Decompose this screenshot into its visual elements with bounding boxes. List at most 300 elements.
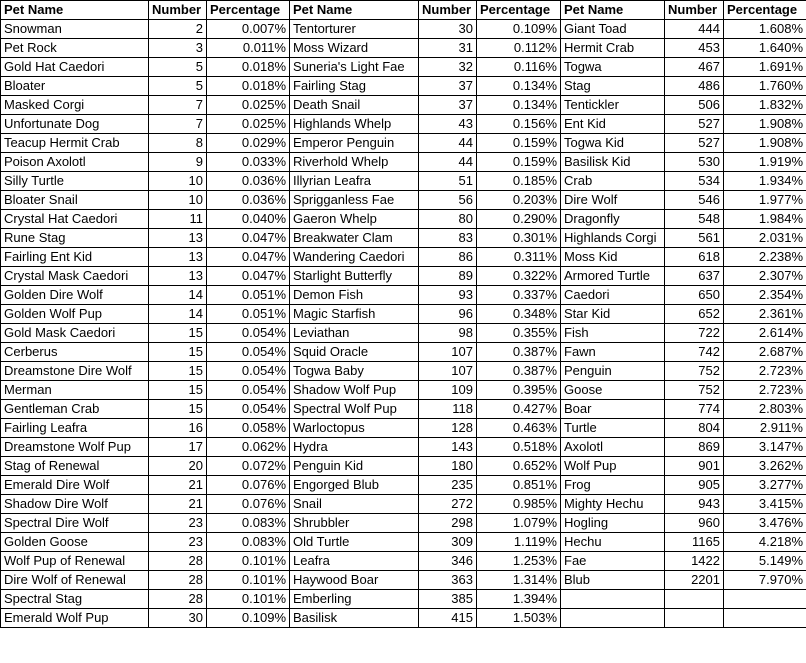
table-row (1, 286, 806, 305)
percentage-cell: 2.723% (724, 362, 806, 381)
percentage-cell: 0.337% (477, 286, 561, 305)
number-cell: 804 (665, 419, 724, 438)
pet-name-cell: Highlands Corgi (561, 229, 665, 248)
number-cell: 486 (665, 77, 724, 96)
percentage-cell: 0.101% (207, 571, 290, 590)
number-cell: 561 (665, 229, 724, 248)
number-cell: 960 (665, 514, 724, 533)
pet-name-cell: Tentorturer (290, 20, 419, 39)
percentage-cell: 0.851% (477, 476, 561, 495)
number-cell: 467 (665, 58, 724, 77)
number-cell: 235 (419, 476, 477, 495)
number-cell: 28 (149, 590, 207, 609)
percentage-cell: 0.463% (477, 419, 561, 438)
table-row (1, 210, 806, 229)
pet-name-cell: Starlight Butterfly (290, 267, 419, 286)
table-row (1, 457, 806, 476)
table-row (1, 267, 806, 286)
pet-name-cell: Dreamstone Dire Wolf (1, 362, 149, 381)
table-row (1, 305, 806, 324)
percentage-header-2: Percentage (477, 1, 561, 20)
table-body (1, 20, 806, 628)
table-row (1, 476, 806, 495)
pet-name-cell: Caedori (561, 286, 665, 305)
pet-name-cell: Hechu (561, 533, 665, 552)
percentage-cell: 0.072% (207, 457, 290, 476)
percentage-cell: 4.218% (724, 533, 806, 552)
number-cell: 43 (419, 115, 477, 134)
pet-name-cell: Emerald Dire Wolf (1, 476, 149, 495)
percentage-cell: 0.054% (207, 324, 290, 343)
pet-name-cell: Fairling Leafra (1, 419, 149, 438)
number-cell: 8 (149, 134, 207, 153)
table-row (1, 343, 806, 362)
pet-name-cell: Penguin (561, 362, 665, 381)
number-cell: 37 (419, 96, 477, 115)
number-cell: 5 (149, 77, 207, 96)
number-cell: 86 (419, 248, 477, 267)
percentage-cell: 1.608% (724, 20, 806, 39)
pet-name-cell: Bloater Snail (1, 191, 149, 210)
percentage-cell: 0.076% (207, 476, 290, 495)
percentage-cell: 0.062% (207, 438, 290, 457)
pet-name-cell: Cerberus (1, 343, 149, 362)
percentage-cell: 1.503% (477, 609, 561, 628)
number-cell: 742 (665, 343, 724, 362)
percentage-cell: 0.033% (207, 153, 290, 172)
number-cell: 93 (419, 286, 477, 305)
number-cell: 56 (419, 191, 477, 210)
pet-name-cell: Fairling Ent Kid (1, 248, 149, 267)
pet-name-cell: Stag (561, 77, 665, 96)
pet-name-cell: Stag of Renewal (1, 457, 149, 476)
number-header-1: Number (149, 1, 207, 20)
number-cell: 869 (665, 438, 724, 457)
pet-name-cell: Wolf Pup (561, 457, 665, 476)
pet-name-cell: Demon Fish (290, 286, 419, 305)
percentage-cell: 0.054% (207, 343, 290, 362)
number-cell: 28 (149, 552, 207, 571)
number-cell: 9 (149, 153, 207, 172)
table-row (1, 172, 806, 191)
percentage-cell: 1.691% (724, 58, 806, 77)
pet-name-cell: Hogling (561, 514, 665, 533)
pet-name-cell: Togwa Kid (561, 134, 665, 153)
percentage-cell: 2.911% (724, 419, 806, 438)
pet-name-cell: Togwa Baby (290, 362, 419, 381)
number-cell: 7 (149, 115, 207, 134)
pet-name-cell: Dragonfly (561, 210, 665, 229)
pet-name-cell: Penguin Kid (290, 457, 419, 476)
number-cell: 650 (665, 286, 724, 305)
pet-name-cell (561, 609, 665, 628)
number-cell: 548 (665, 210, 724, 229)
number-cell: 901 (665, 457, 724, 476)
percentage-cell: 0.076% (207, 495, 290, 514)
number-cell: 109 (419, 381, 477, 400)
table-row (1, 571, 806, 590)
number-cell: 363 (419, 571, 477, 590)
percentage-cell: 1.984% (724, 210, 806, 229)
table-row (1, 495, 806, 514)
number-cell: 143 (419, 438, 477, 457)
percentage-cell: 0.116% (477, 58, 561, 77)
pet-name-cell: Squid Oracle (290, 343, 419, 362)
pet-name-cell: Shrubbler (290, 514, 419, 533)
header-row (1, 1, 806, 20)
pet-name-cell: Fish (561, 324, 665, 343)
number-cell: 13 (149, 248, 207, 267)
percentage-cell: 0.054% (207, 362, 290, 381)
percentage-cell: 0.051% (207, 286, 290, 305)
percentage-cell: 1.119% (477, 533, 561, 552)
number-cell: 752 (665, 362, 724, 381)
percentage-cell: 0.101% (207, 590, 290, 609)
pet-name-cell: Fairling Stag (290, 77, 419, 96)
percentage-cell: 0.109% (477, 20, 561, 39)
table-row (1, 609, 806, 628)
pet-name-cell: Boar (561, 400, 665, 419)
number-cell: 3 (149, 39, 207, 58)
percentage-cell: 0.159% (477, 153, 561, 172)
percentage-cell: 3.476% (724, 514, 806, 533)
table-row (1, 552, 806, 571)
pet-name-cell: Shadow Wolf Pup (290, 381, 419, 400)
percentage-cell: 0.156% (477, 115, 561, 134)
number-cell (665, 609, 724, 628)
number-cell: 530 (665, 153, 724, 172)
pet-name-cell: Togwa (561, 58, 665, 77)
number-cell: 37 (419, 77, 477, 96)
percentage-cell: 1.079% (477, 514, 561, 533)
percentage-cell: 0.058% (207, 419, 290, 438)
number-cell: 128 (419, 419, 477, 438)
percentage-cell: 3.147% (724, 438, 806, 457)
percentage-cell: 0.054% (207, 400, 290, 419)
percentage-header-3: Percentage (724, 1, 806, 20)
number-cell: 10 (149, 172, 207, 191)
number-cell: 31 (419, 39, 477, 58)
number-cell: 107 (419, 362, 477, 381)
percentage-cell: 0.395% (477, 381, 561, 400)
pet-name-cell: Moss Kid (561, 248, 665, 267)
number-cell: 943 (665, 495, 724, 514)
pet-name-cell: Wolf Pup of Renewal (1, 552, 149, 571)
pet-name-cell: Ent Kid (561, 115, 665, 134)
number-cell: 32 (419, 58, 477, 77)
pet-name-cell: Crystal Hat Caedori (1, 210, 149, 229)
pet-name-cell: Dire Wolf of Renewal (1, 571, 149, 590)
pet-name-cell (561, 590, 665, 609)
percentage-cell: 0.322% (477, 267, 561, 286)
table-row (1, 362, 806, 381)
pet-name-cell: Blub (561, 571, 665, 590)
pet-name-cell: Shadow Dire Wolf (1, 495, 149, 514)
percentage-cell: 1.314% (477, 571, 561, 590)
percentage-cell: 0.203% (477, 191, 561, 210)
pet-name-cell: Highlands Whelp (290, 115, 419, 134)
number-cell: 15 (149, 343, 207, 362)
percentage-cell: 0.518% (477, 438, 561, 457)
number-cell: 96 (419, 305, 477, 324)
table-row (1, 419, 806, 438)
pet-name-cell: Leviathan (290, 324, 419, 343)
number-cell: 722 (665, 324, 724, 343)
percentage-cell: 0.290% (477, 210, 561, 229)
percentage-cell: 7.970% (724, 571, 806, 590)
number-cell: 618 (665, 248, 724, 267)
table-row (1, 96, 806, 115)
percentage-cell: 0.355% (477, 324, 561, 343)
table-row (1, 514, 806, 533)
pet-name-cell: Breakwater Clam (290, 229, 419, 248)
percentage-cell: 0.047% (207, 229, 290, 248)
table-row (1, 134, 806, 153)
percentage-cell: 0.025% (207, 96, 290, 115)
number-cell: 652 (665, 305, 724, 324)
percentage-cell: 0.036% (207, 172, 290, 191)
percentage-cell: 2.238% (724, 248, 806, 267)
number-cell: 17 (149, 438, 207, 457)
percentage-cell: 0.301% (477, 229, 561, 248)
pet-name-cell: Spectral Wolf Pup (290, 400, 419, 419)
percentage-cell: 0.011% (207, 39, 290, 58)
number-cell: 15 (149, 400, 207, 419)
table-row (1, 229, 806, 248)
number-cell: 453 (665, 39, 724, 58)
table-row (1, 191, 806, 210)
pet-name-cell: Haywood Boar (290, 571, 419, 590)
number-cell: 23 (149, 514, 207, 533)
percentage-cell: 1.977% (724, 191, 806, 210)
pet-name-cell: Crystal Mask Caedori (1, 267, 149, 286)
percentage-cell: 0.109% (207, 609, 290, 628)
pet-name-cell: Golden Dire Wolf (1, 286, 149, 305)
number-cell: 14 (149, 305, 207, 324)
percentage-cell (724, 590, 806, 609)
pet-name-cell: Illyrian Leafra (290, 172, 419, 191)
number-cell: 180 (419, 457, 477, 476)
percentage-cell: 0.112% (477, 39, 561, 58)
number-cell: 298 (419, 514, 477, 533)
number-cell: 44 (419, 153, 477, 172)
number-cell: 30 (149, 609, 207, 628)
percentage-cell: 2.803% (724, 400, 806, 419)
table-row (1, 590, 806, 609)
percentage-cell: 0.051% (207, 305, 290, 324)
number-cell: 272 (419, 495, 477, 514)
number-cell: 20 (149, 457, 207, 476)
pet-name-cell: Warloctopus (290, 419, 419, 438)
pet-name-cell: Axolotl (561, 438, 665, 457)
percentage-cell: 0.427% (477, 400, 561, 419)
pet-name-cell: Old Turtle (290, 533, 419, 552)
number-cell: 16 (149, 419, 207, 438)
number-cell: 15 (149, 381, 207, 400)
pet-name-cell: Magic Starfish (290, 305, 419, 324)
number-cell: 80 (419, 210, 477, 229)
percentage-cell: 2.031% (724, 229, 806, 248)
number-cell: 14 (149, 286, 207, 305)
percentage-cell: 1.934% (724, 172, 806, 191)
number-cell: 2 (149, 20, 207, 39)
number-cell: 534 (665, 172, 724, 191)
pet-name-cell: Basilisk Kid (561, 153, 665, 172)
number-cell: 2201 (665, 571, 724, 590)
percentage-cell: 0.387% (477, 362, 561, 381)
percentage-cell: 0.040% (207, 210, 290, 229)
pet-name-cell: Death Snail (290, 96, 419, 115)
percentage-cell: 1.908% (724, 115, 806, 134)
number-header-3: Number (665, 1, 724, 20)
table-row (1, 115, 806, 134)
pet-name-cell: Moss Wizard (290, 39, 419, 58)
number-header-2: Number (419, 1, 477, 20)
pet-name-cell: Tentickler (561, 96, 665, 115)
pet-name-cell: Rune Stag (1, 229, 149, 248)
percentage-cell: 3.262% (724, 457, 806, 476)
pet-name-cell: Giant Toad (561, 20, 665, 39)
number-cell: 5 (149, 58, 207, 77)
percentage-cell: 0.047% (207, 248, 290, 267)
pet-name-cell: Suneria's Light Fae (290, 58, 419, 77)
pet-name-cell: Unfortunate Dog (1, 115, 149, 134)
percentage-cell: 2.687% (724, 343, 806, 362)
number-cell: 752 (665, 381, 724, 400)
number-cell: 1165 (665, 533, 724, 552)
table-row (1, 533, 806, 552)
pet-name-cell: Wandering Caedori (290, 248, 419, 267)
pet-name-header-3: Pet Name (561, 1, 665, 20)
table-row (1, 77, 806, 96)
pet-name-cell: Star Kid (561, 305, 665, 324)
percentage-cell: 0.054% (207, 381, 290, 400)
number-cell: 28 (149, 571, 207, 590)
pet-name-header-2: Pet Name (290, 1, 419, 20)
percentage-cell: 2.723% (724, 381, 806, 400)
percentage-cell: 0.101% (207, 552, 290, 571)
pet-name-cell: Sprigganless Fae (290, 191, 419, 210)
number-cell: 1422 (665, 552, 724, 571)
percentage-cell: 0.985% (477, 495, 561, 514)
number-cell: 905 (665, 476, 724, 495)
number-cell: 11 (149, 210, 207, 229)
number-cell: 107 (419, 343, 477, 362)
number-cell: 21 (149, 495, 207, 514)
percentage-cell: 1.394% (477, 590, 561, 609)
percentage-cell: 1.640% (724, 39, 806, 58)
number-cell: 51 (419, 172, 477, 191)
table-row (1, 324, 806, 343)
number-cell: 309 (419, 533, 477, 552)
pet-name-cell: Emperor Penguin (290, 134, 419, 153)
percentage-cell: 1.253% (477, 552, 561, 571)
number-cell: 415 (419, 609, 477, 628)
table-row (1, 248, 806, 267)
number-cell: 15 (149, 362, 207, 381)
number-cell: 385 (419, 590, 477, 609)
pet-name-cell: Spectral Stag (1, 590, 149, 609)
percentage-cell: 1.908% (724, 134, 806, 153)
number-cell: 118 (419, 400, 477, 419)
pet-name-cell: Hydra (290, 438, 419, 457)
percentage-cell: 0.018% (207, 77, 290, 96)
percentage-cell: 0.185% (477, 172, 561, 191)
pet-name-cell: Emberling (290, 590, 419, 609)
percentage-header-1: Percentage (207, 1, 290, 20)
table-row (1, 58, 806, 77)
table-row (1, 153, 806, 172)
percentage-cell: 0.036% (207, 191, 290, 210)
number-cell (665, 590, 724, 609)
percentage-cell: 3.415% (724, 495, 806, 514)
pet-name-cell: Riverhold Whelp (290, 153, 419, 172)
percentage-cell: 5.149% (724, 552, 806, 571)
table-row (1, 438, 806, 457)
pet-name-cell: Mighty Hechu (561, 495, 665, 514)
number-cell: 506 (665, 96, 724, 115)
pet-name-cell: Engorged Blub (290, 476, 419, 495)
percentage-cell: 2.307% (724, 267, 806, 286)
percentage-cell: 1.760% (724, 77, 806, 96)
number-cell: 637 (665, 267, 724, 286)
pet-name-cell: Hermit Crab (561, 39, 665, 58)
number-cell: 13 (149, 229, 207, 248)
number-cell: 83 (419, 229, 477, 248)
pet-name-cell: Goose (561, 381, 665, 400)
percentage-cell: 0.007% (207, 20, 290, 39)
table-row (1, 400, 806, 419)
pet-name-cell: Dreamstone Wolf Pup (1, 438, 149, 457)
percentage-cell: 0.047% (207, 267, 290, 286)
number-cell: 30 (419, 20, 477, 39)
number-cell: 10 (149, 191, 207, 210)
percentage-cell (724, 609, 806, 628)
pet-name-cell: Teacup Hermit Crab (1, 134, 149, 153)
percentage-cell: 2.361% (724, 305, 806, 324)
pet-name-cell: Crab (561, 172, 665, 191)
pet-name-cell: Armored Turtle (561, 267, 665, 286)
pet-name-cell: Gentleman Crab (1, 400, 149, 419)
number-cell: 89 (419, 267, 477, 286)
percentage-cell: 0.083% (207, 533, 290, 552)
percentage-cell: 0.159% (477, 134, 561, 153)
pet-name-cell: Fae (561, 552, 665, 571)
pet-name-cell: Leafra (290, 552, 419, 571)
pet-name-cell: Snowman (1, 20, 149, 39)
number-cell: 98 (419, 324, 477, 343)
percentage-cell: 3.277% (724, 476, 806, 495)
pet-name-cell: Poison Axolotl (1, 153, 149, 172)
percentage-cell: 0.387% (477, 343, 561, 362)
percentage-cell: 0.134% (477, 77, 561, 96)
pet-name-cell: Frog (561, 476, 665, 495)
number-cell: 44 (419, 134, 477, 153)
pet-name-header-1: Pet Name (1, 1, 149, 20)
percentage-cell: 0.311% (477, 248, 561, 267)
pet-name-cell: Silly Turtle (1, 172, 149, 191)
percentage-cell: 0.348% (477, 305, 561, 324)
number-cell: 527 (665, 134, 724, 153)
percentage-cell: 0.029% (207, 134, 290, 153)
percentage-cell: 0.652% (477, 457, 561, 476)
pet-name-cell: Dire Wolf (561, 191, 665, 210)
pet-name-cell: Gold Hat Caedori (1, 58, 149, 77)
percentage-cell: 0.083% (207, 514, 290, 533)
pet-name-cell: Bloater (1, 77, 149, 96)
percentage-cell: 0.018% (207, 58, 290, 77)
table-row (1, 381, 806, 400)
